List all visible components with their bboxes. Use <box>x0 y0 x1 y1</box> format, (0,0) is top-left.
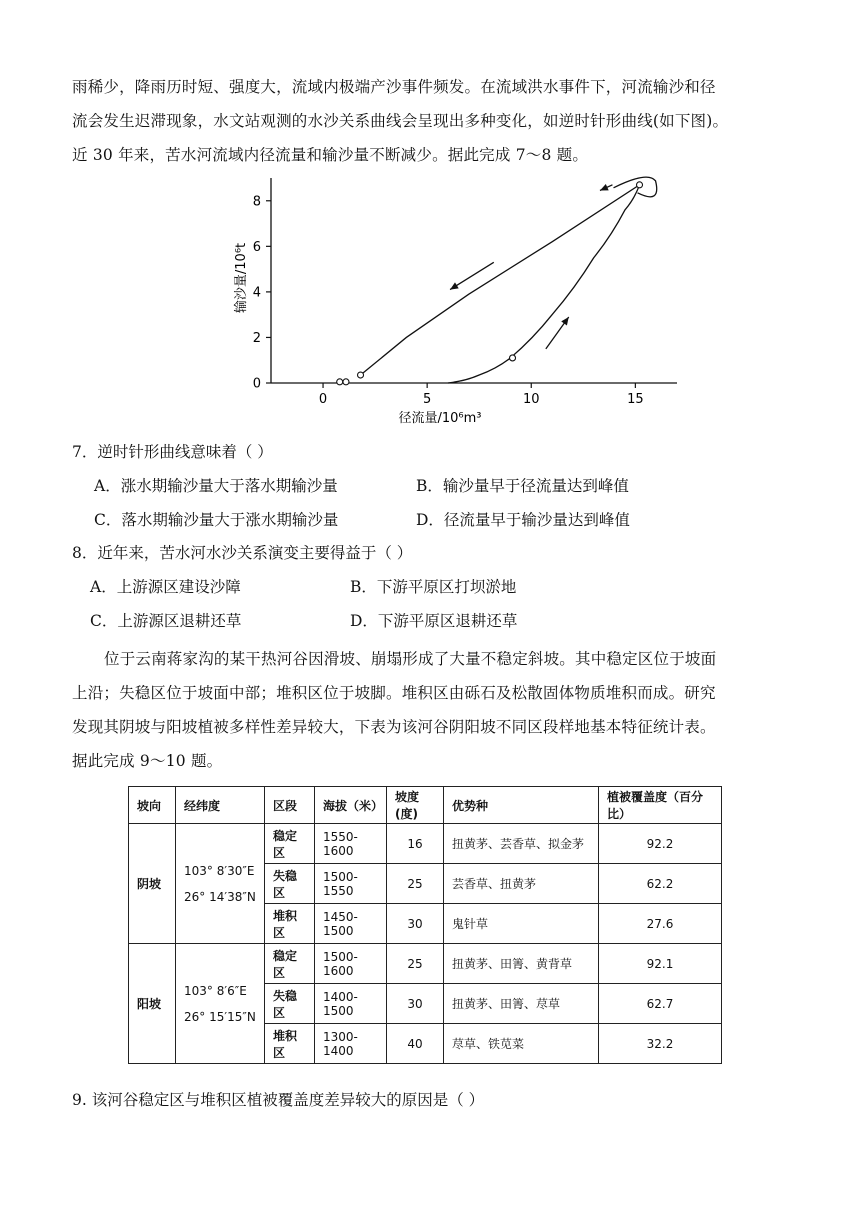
q8-option-d: D．下游平原区退耕还草 <box>350 612 518 630</box>
altitude-cell: 1400-1500 <box>315 984 387 1024</box>
data-point <box>337 379 343 385</box>
altitude-cell: 1500-1550 <box>315 864 387 904</box>
altitude-cell: 1450-1500 <box>315 904 387 944</box>
intro2-line: 位于云南蒋家沟的某干热河谷因滑坡、崩塌形成了大量不稳定斜坡。其中稳定区位于坡面 <box>104 650 717 668</box>
x-axis-label: 径流量/10⁶m³ <box>398 411 482 426</box>
chart-axes <box>253 178 677 407</box>
question-8: 8．近年来，苦水河水沙关系演变主要得益于（ ） <box>72 544 413 562</box>
coord-lat: 26° 14′38″N <box>184 889 256 904</box>
coord-cell <box>176 824 265 944</box>
intro-line: 近 30 年来，苦水河流域内径流量和输沙量不断减少。据此完成 7～8 题。 <box>72 146 589 164</box>
data-point <box>358 372 364 378</box>
altitude-cell: 1550-1600 <box>315 824 387 864</box>
coord-lon: 103° 8′30″E <box>184 863 255 878</box>
cover-cell: 27.6 <box>599 904 722 944</box>
intro2-line: 据此完成 9～10 题。 <box>72 752 223 770</box>
y-tick-label: 6 <box>252 239 261 255</box>
slope-cell: 30 <box>387 904 444 944</box>
y-tick-label: 4 <box>252 285 261 301</box>
intro-line: 流会发生迟滞现象，水文站观测的水沙关系曲线会呈现出多种变化，如逆时针形曲线(如下图)。 <box>72 112 729 130</box>
cover-cell: 62.2 <box>599 864 722 904</box>
cover-cell: 92.1 <box>599 944 722 984</box>
q7-option-b: B．输沙量早于径流量达到峰值 <box>416 477 629 495</box>
coord-lat: 26° 15′15″N <box>184 1009 256 1024</box>
x-tick-label: 5 <box>423 392 432 407</box>
species-cell: 荩草、铁苋菜 <box>444 1024 599 1064</box>
q8-option-b: B．下游平原区打坝淤地 <box>350 578 517 596</box>
q7-option-d: D．径流量早于输沙量达到峰值 <box>416 511 630 529</box>
y-axis-label: 输沙量/10⁶t <box>234 242 249 314</box>
chart-series <box>361 177 657 383</box>
q7-option-c: C．落水期输沙量大于涨水期输沙量 <box>94 511 339 529</box>
data-point <box>637 182 643 188</box>
species-cell: 扭黄茅、田箐、荩草 <box>444 984 599 1024</box>
slope-cell: 40 <box>387 1024 444 1064</box>
x-tick-label: 15 <box>627 392 644 407</box>
question-7: 7．逆时针形曲线意味着（ ） <box>72 443 273 461</box>
falling-direction-arrow-head <box>450 282 459 289</box>
falling-limb-line <box>361 185 640 375</box>
q7-option-a: A．涨水期输沙量大于落水期输沙量 <box>94 477 338 495</box>
cover-cell: 32.2 <box>599 1024 722 1064</box>
intro2-paragraph <box>72 642 788 778</box>
table-header-cell: 海拔（米） <box>315 787 387 824</box>
x-tick-label: 10 <box>522 392 540 407</box>
question-9: 9. 该河谷稳定区与堆积区植被覆盖度差异较大的原因是（ ） <box>72 1091 485 1109</box>
slope-cell: 25 <box>387 944 444 984</box>
y-tick-label: 0 <box>252 376 261 392</box>
zone-cell: 失稳区 <box>265 864 315 904</box>
data-point <box>510 355 516 361</box>
table-row <box>129 944 722 984</box>
zone-cell: 稳定区 <box>265 944 315 984</box>
sediment-runoff-chart <box>225 170 685 430</box>
rising-limb-line <box>448 185 640 383</box>
table-row <box>129 824 722 864</box>
x-tick-label: 0 <box>318 392 328 407</box>
slope-vegetation-table <box>128 786 722 1064</box>
intro2-line: 发现其阴坡与阳坡植被多样性差异较大，下表为该河谷阴阳坡不同区段样地基本特征统计表。 <box>72 718 716 736</box>
altitude-cell: 1500-1600 <box>315 944 387 984</box>
table-header-cell: 经纬度 <box>176 787 265 824</box>
aspect-cell: 阴坡 <box>129 824 176 944</box>
species-cell: 鬼针草 <box>444 904 599 944</box>
zone-cell: 堆积区 <box>265 904 315 944</box>
table-header-row <box>129 787 722 824</box>
species-cell: 扭黄茅、田箐、黄背草 <box>444 944 599 984</box>
y-tick-label: 2 <box>252 330 261 346</box>
slope-cell: 25 <box>387 864 444 904</box>
table-header-cell: 坡度(度) <box>387 787 444 824</box>
species-cell: 扭黄茅、芸香草、拟金茅 <box>444 824 599 864</box>
slope-cell: 16 <box>387 824 444 864</box>
intro-paragraph <box>72 70 788 172</box>
coord-lon: 103° 8′6″E <box>184 983 247 998</box>
species-cell: 芸香草、扭黄茅 <box>444 864 599 904</box>
q8-option-a: A．上游源区建设沙障 <box>90 578 241 596</box>
intro-line: 雨稀少，降雨历时短、强度大，流域内极端产沙事件频发。在流域洪水事件下，河流输沙和径 <box>72 78 716 96</box>
zone-cell: 堆积区 <box>265 1024 315 1064</box>
coord-cell <box>176 944 265 1064</box>
table-header-cell: 优势种 <box>444 787 599 824</box>
altitude-cell: 1300-1400 <box>315 1024 387 1064</box>
table-header-cell: 植被覆盖度（百分比） <box>599 787 722 824</box>
intro2-line: 上沿；失稳区位于坡面中部；堆积区位于坡脚。堆积区由砾石及松散固体物质堆积而成。研究 <box>72 684 716 702</box>
cover-cell: 92.2 <box>599 824 722 864</box>
table-header-cell: 区段 <box>265 787 315 824</box>
cover-cell: 62.7 <box>599 984 722 1024</box>
data-point <box>343 379 349 385</box>
aspect-cell: 阳坡 <box>129 944 176 1064</box>
q8-option-c: C．上游源区退耕还草 <box>90 612 242 630</box>
zone-cell: 失稳区 <box>265 984 315 1024</box>
slope-cell: 30 <box>387 984 444 1024</box>
zone-cell: 稳定区 <box>265 824 315 864</box>
table-header-cell: 坡向 <box>129 787 176 824</box>
y-tick-label: 8 <box>252 194 261 210</box>
rising-direction-arrow-head <box>561 317 569 326</box>
